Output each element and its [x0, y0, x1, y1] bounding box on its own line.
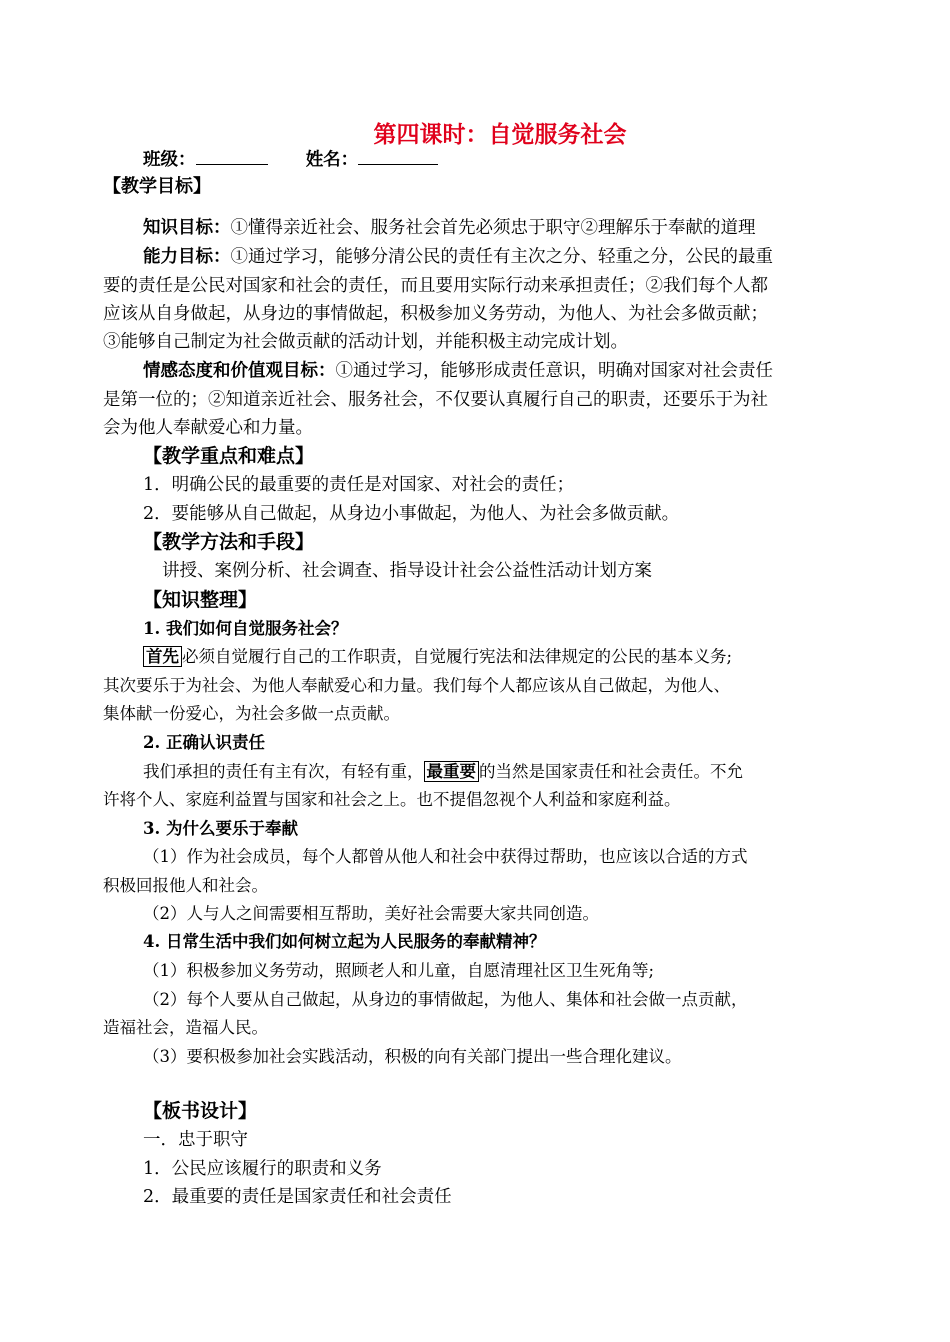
name-label: 姓名：	[305, 150, 359, 170]
page-title: 第四课时：自觉服务社会	[373, 121, 627, 148]
q1-line-2: 其次要乐于为社会、为他人奉献爱心和力量。我们每个人都应该从自己做起，为他人、	[103, 676, 730, 695]
q3-line-3: （2）人与人之间需要相互帮助，美好社会需要大家共同创造。	[143, 904, 599, 923]
q1-line-1: 首先 必须自觉履行自己的工作职责，自觉履行宪法和法律规定的公民的基本义务;	[143, 643, 732, 671]
methods-heading: 【教学方法和手段】	[143, 531, 315, 553]
knowledge-text: ①懂得亲近社会、服务社会首先必须忠于职守②理解乐于奉献的道理	[230, 218, 756, 238]
question-1: 1. 我们如何自觉服务社会？	[143, 619, 348, 638]
q1-highlight-box: 首先	[143, 646, 182, 667]
key-points-heading: 【教学重点和难点】	[143, 445, 315, 467]
key-point-1: 1．明确公民的最重要的责任是对国家、对社会的责任；	[143, 475, 575, 495]
q2-highlight-box: 最重要	[424, 761, 480, 782]
q4-line-1: （1）积极参加义务劳动，照顾老人和儿童，自愿清理社区卫生死角等;	[143, 961, 655, 980]
methods-text: 讲授、案例分析、社会调查、指导设计社会公益性活动计划方案	[162, 561, 652, 581]
teaching-goals-heading: 【教学目标】	[103, 176, 211, 197]
q4-line-2: （2）每个人要从自己做起，从身边的事情做起，为他人、集体和社会做一点贡献，	[143, 990, 748, 1009]
knowledge-org-heading: 【知识整理】	[143, 589, 258, 611]
ability-label: 能力目标：	[143, 247, 231, 267]
question-4: 4. 日常生活中我们如何树立起为人民服务的奉献精神？	[143, 932, 546, 951]
key-point-2: 2．要能够从自己做起，从身边小事做起，为他人、为社会多做贡献。	[143, 504, 680, 524]
question-2: 2. 正确认识责任	[143, 733, 265, 752]
ability-goal-line-4: ③能够自己制定为社会做贡献的活动计划，并能积极主动完成计划。	[103, 332, 628, 352]
board-line-2: 1．公民应该履行的职责和义务	[143, 1159, 382, 1179]
q4-line-4: （3）要积极参加社会实践活动，积极的向有关部门提出一些合理化建议。	[143, 1047, 682, 1066]
class-blank[interactable]	[196, 146, 268, 165]
q1-line-3: 集体献一份爱心，为社会多做一点贡献。	[103, 704, 400, 723]
emotion-goal-line-3: 会为他人奉献爱心和力量。	[103, 418, 313, 438]
class-label: 班级：	[143, 150, 196, 170]
knowledge-goal	[143, 214, 756, 242]
board-line-3: 2．最重要的责任是国家责任和社会责任	[143, 1187, 452, 1207]
q3-line-1: （1）作为社会成员，每个人都曾从他人和社会中获得过帮助，也应该以合适的方式	[143, 847, 748, 866]
ability-goal-line-2: 要的责任是公民对国家和社会的责任，而且要用实际行动来承担责任；②我们每个人都	[103, 276, 768, 296]
board-line-1: 一．忠于职守	[143, 1130, 248, 1150]
ability-goal-line-1: 能力目标：①通过学习，能够分清公民的责任有主次之分、轻重之分，公民的最重	[143, 247, 773, 267]
class-name-row	[143, 146, 438, 174]
emotion-goal-line-1: 情感态度和价值观目标：①通过学习，能够形成责任意识，明确对国家对社会责任	[143, 361, 773, 381]
board-heading: 【板书设计】	[143, 1100, 258, 1122]
q2-line-1: 我们承担的责任有主有次，有轻有重， 最重要 的当然是国家责任和社会责任。不允	[143, 762, 743, 781]
ability-goal-line-3: 应该从自身做起，从身边的事情做起，积极参加义务劳动，为他人、为社会多做贡献；	[103, 304, 768, 324]
q3-line-2: 积极回报他人和社会。	[103, 876, 268, 895]
question-3: 3. 为什么要乐于奉献	[143, 819, 298, 838]
emotion-goal-line-2: 是第一位的；②知道亲近社会、服务社会，不仅要认真履行自己的职责，还要乐于为社	[103, 390, 768, 410]
name-blank[interactable]	[358, 146, 438, 165]
q4-line-3: 造福社会，造福人民。	[103, 1018, 268, 1037]
q2-line-2: 许将个人、家庭利益置与国家和社会之上。也不提倡忽视个人利益和家庭利益。	[103, 790, 681, 809]
emotion-label: 情感态度和价值观目标：	[143, 361, 336, 381]
knowledge-label: 知识目标：	[143, 218, 231, 238]
